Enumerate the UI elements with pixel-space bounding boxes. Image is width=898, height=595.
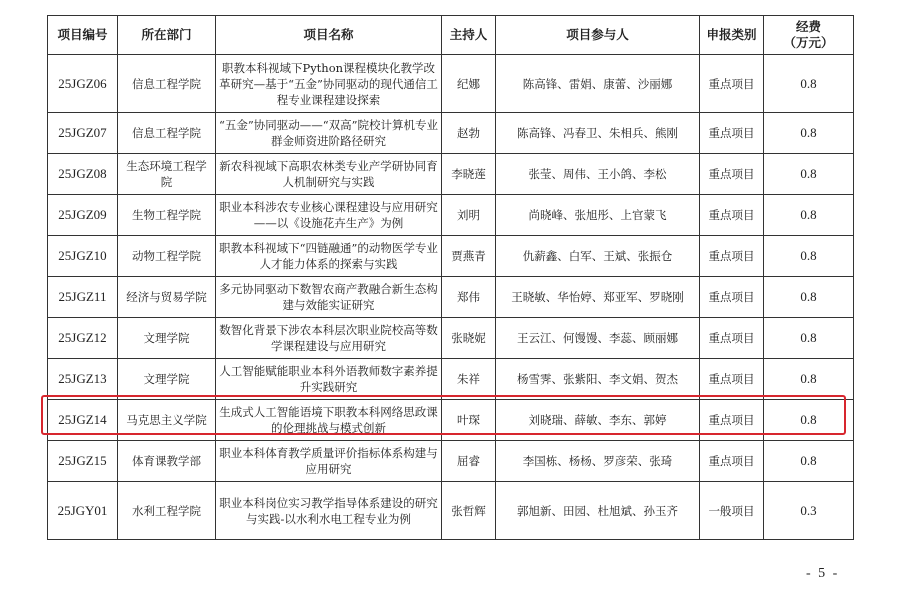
cell-category: 重点项目 [700, 55, 764, 113]
table-row [48, 318, 854, 359]
cell-members: 陈高锋、雷娟、康蕾、沙丽娜 [496, 55, 700, 113]
cell-name: 新农科视域下高职农林类专业产学研协同育人机制研究与实践 [216, 154, 442, 195]
table-row [48, 236, 854, 277]
cell-members: 刘晓瑞、薛敏、李东、郭婷 [496, 400, 700, 441]
cell-name: “五金”协同驱动——“双高”院校计算机专业群金师资进阶路径研究 [216, 113, 442, 154]
cell-name: 多元协同驱动下数智农商产教融合新生态构建与效能实证研究 [216, 277, 442, 318]
table-header-row [48, 16, 854, 55]
cell-dept: 文理学院 [118, 318, 216, 359]
cell-fund: 0.8 [764, 359, 854, 400]
cell-category: 重点项目 [700, 400, 764, 441]
cell-dept: 体育课教学部 [118, 441, 216, 482]
cell-category: 重点项目 [700, 236, 764, 277]
header-name: 项目名称 [216, 16, 442, 55]
cell-code: 25JGZ09 [48, 195, 118, 236]
header-members: 项目参与人 [496, 16, 700, 55]
cell-host: 纪娜 [442, 55, 496, 113]
cell-members: 陈高锋、冯春卫、朱相兵、熊刚 [496, 113, 700, 154]
cell-host: 叶琛 [442, 400, 496, 441]
header-code: 项目编号 [48, 16, 118, 55]
table-row [48, 195, 854, 236]
cell-name: 生成式人工智能语境下职教本科网络思政课的伦理挑战与模式创新 [216, 400, 442, 441]
cell-category: 重点项目 [700, 277, 764, 318]
cell-dept: 水利工程学院 [118, 482, 216, 540]
cell-code: 25JGZ15 [48, 441, 118, 482]
cell-members: 王云江、何馒馒、李蕊、顾丽娜 [496, 318, 700, 359]
cell-code: 25JGZ08 [48, 154, 118, 195]
header-host: 主持人 [442, 16, 496, 55]
cell-dept: 信息工程学院 [118, 55, 216, 113]
cell-code: 25JGZ11 [48, 277, 118, 318]
cell-host: 张晓妮 [442, 318, 496, 359]
cell-host: 郑伟 [442, 277, 496, 318]
cell-code: 25JGY01 [48, 482, 118, 540]
cell-category: 重点项目 [700, 359, 764, 400]
cell-fund: 0.8 [764, 154, 854, 195]
cell-members: 张莹、周伟、王小鸽、李松 [496, 154, 700, 195]
cell-fund: 0.3 [764, 482, 854, 540]
cell-dept: 生态环境工程学院 [118, 154, 216, 195]
table-row [48, 113, 854, 154]
cell-host: 赵勃 [442, 113, 496, 154]
table-row [48, 359, 854, 400]
cell-code: 25JGZ13 [48, 359, 118, 400]
table-row [48, 441, 854, 482]
cell-fund: 0.8 [764, 277, 854, 318]
cell-members: 杨雪霁、张紫阳、李文娟、贺杰 [496, 359, 700, 400]
cell-name: 职业本科体育教学质量评价指标体系构建与应用研究 [216, 441, 442, 482]
project-table [47, 15, 854, 540]
table-row-highlighted [48, 400, 854, 441]
cell-code: 25JGZ12 [48, 318, 118, 359]
cell-code: 25JGZ06 [48, 55, 118, 113]
header-category: 申报类别 [700, 16, 764, 55]
cell-host: 屈睿 [442, 441, 496, 482]
table-row [48, 55, 854, 113]
cell-category: 重点项目 [700, 441, 764, 482]
cell-fund: 0.8 [764, 113, 854, 154]
cell-host: 刘明 [442, 195, 496, 236]
cell-code: 25JGZ07 [48, 113, 118, 154]
cell-fund: 0.8 [764, 318, 854, 359]
cell-fund: 0.8 [764, 441, 854, 482]
table-row [48, 277, 854, 318]
cell-members: 仇薪鑫、白军、王斌、张振仓 [496, 236, 700, 277]
cell-fund: 0.8 [764, 55, 854, 113]
table-row [48, 154, 854, 195]
cell-name: 人工智能赋能职业本科外语教师数字素养提升实践研究 [216, 359, 442, 400]
cell-host: 李晓莲 [442, 154, 496, 195]
cell-name: 职业本科涉农专业核心课程建设与应用研究——以《设施花卉生产》为例 [216, 195, 442, 236]
cell-host: 贾燕青 [442, 236, 496, 277]
cell-fund: 0.8 [764, 400, 854, 441]
cell-host: 朱祥 [442, 359, 496, 400]
cell-code: 25JGZ10 [48, 236, 118, 277]
cell-dept: 信息工程学院 [118, 113, 216, 154]
table-row [48, 482, 854, 540]
cell-category: 重点项目 [700, 195, 764, 236]
cell-dept: 生物工程学院 [118, 195, 216, 236]
cell-members: 尚晓峰、张旭彤、上官蒙飞 [496, 195, 700, 236]
cell-name: 职教本科视域下“四链融通”的动物医学专业人才能力体系的探索与实践 [216, 236, 442, 277]
header-fund [764, 16, 854, 55]
cell-dept: 文理学院 [118, 359, 216, 400]
cell-dept: 经济与贸易学院 [118, 277, 216, 318]
cell-members: 王晓敏、华怡婷、郑亚军、罗晓刚 [496, 277, 700, 318]
cell-name: 数智化背景下涉农本科层次职业院校高等数学课程建设与应用研究 [216, 318, 442, 359]
cell-code: 25JGZ14 [48, 400, 118, 441]
cell-fund: 0.8 [764, 195, 854, 236]
header-dept: 所在部门 [118, 16, 216, 55]
cell-name: 职教本科视域下Python课程模块化教学改革研究—基于“五金”协同驱动的现代通信工程专业课程建设探索 [216, 55, 442, 113]
cell-category: 重点项目 [700, 154, 764, 195]
cell-fund: 0.8 [764, 236, 854, 277]
cell-category: 一般项目 [700, 482, 764, 540]
cell-name: 职业本科岗位实习教学指导体系建设的研究与实践-以水利水电工程专业为例 [216, 482, 442, 540]
cell-category: 重点项目 [700, 318, 764, 359]
cell-dept: 马克思主义学院 [118, 400, 216, 441]
cell-host: 张哲辉 [442, 482, 496, 540]
cell-dept: 动物工程学院 [118, 236, 216, 277]
page-number: - 5 - [806, 566, 840, 581]
header-fund-line1: 经费 [795, 19, 821, 34]
cell-category: 重点项目 [700, 113, 764, 154]
header-fund-line2: （万元） [783, 35, 834, 50]
cell-members: 郭旭新、田园、杜旭斌、孙玉齐 [496, 482, 700, 540]
cell-members: 李国栋、杨杨、罗彦荣、张琦 [496, 441, 700, 482]
